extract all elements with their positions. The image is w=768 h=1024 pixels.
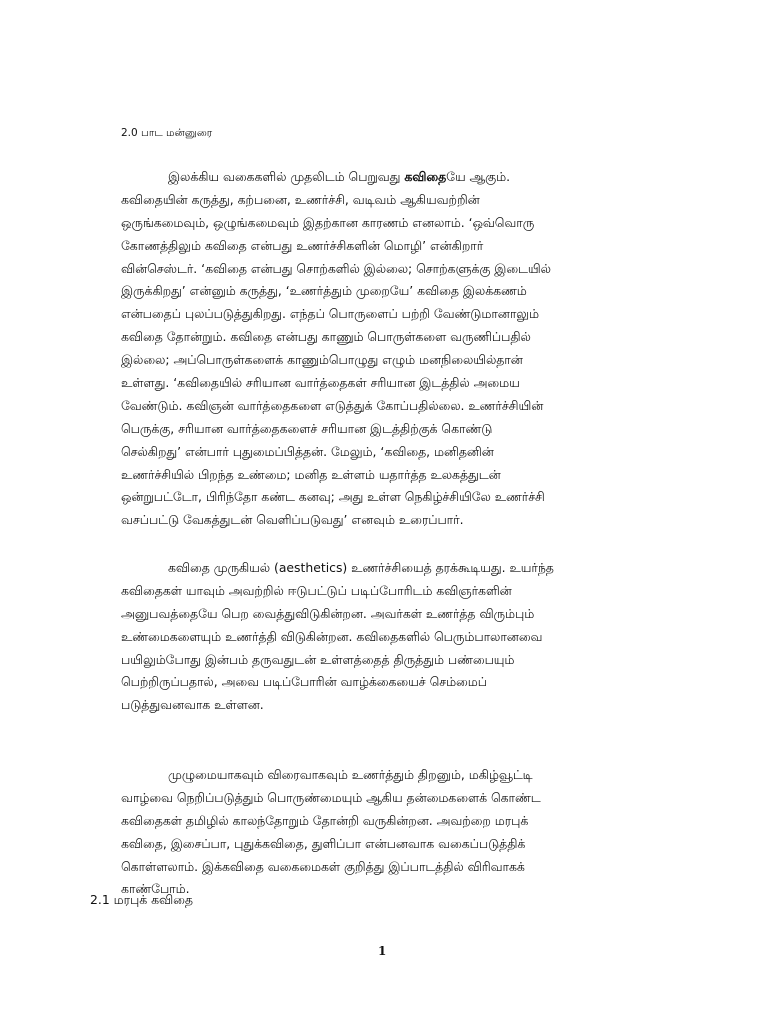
paragraph-line: [121, 166, 661, 189]
paragraph-line: என்பதைப் புலப்படுத்துகிறது. எந்தப் பொருளைப் பற்றி வேண்டுமானாலும்: [121, 306, 540, 322]
paragraph-aesthetics: [121, 557, 661, 717]
paragraph-line: இல்லை; அப்பொருள்களைக் காணும்பொழுது எழும் மனநிலையில்தான்: [121, 352, 523, 368]
section-heading: 2.1 மரபுக் கவிதை: [90, 892, 193, 907]
paragraph-line: வசப்பட்டு வேகத்துடன் வெளிப்படுவது’ எனவும் உரைப்பார்.: [121, 512, 464, 528]
paragraph-line: கவிதை, இசைப்பா, புதுக்கவிதை, துளிப்பா என்பனவாக வகைப்படுத்திக்: [121, 835, 526, 851]
page-number: 1: [378, 944, 387, 958]
paragraph-line: உண்மைகளையும் உணர்த்தி விடுகின்றன. கவிதைகளில் பெரும்பாலானவை: [121, 628, 543, 644]
paragraph-line: இருக்கிறது’ என்னும் கருத்து, ‘உணர்த்தும் முறையே’ கவிதை இலக்கணம்: [121, 283, 527, 299]
paragraph-line: பெற்றிருப்பதால், அவை படிப்போரின் வாழ்க்கையைச் செம்மைப்: [121, 674, 487, 690]
paragraph-line: கவிதைகள் யாவும் அவற்றில் ஈடுபட்டுப் படிப்போரிடம் கவிஞர்களின்: [121, 582, 512, 598]
text-run: இலக்கிய வகைகளில் முதலிடம் பெறுவது: [168, 169, 405, 184]
paragraph-line: கவிதையின் கருத்து, கற்பனை, உணர்ச்சி, வடிவம் ஆகியவற்றின்: [121, 191, 480, 207]
paragraph-summary: [121, 764, 661, 901]
paragraph-intro: [121, 166, 661, 532]
paragraph-line: முழுமையாகவும் விரைவாகவும் உணர்த்தும் திறனும், மகிழ்வூட்டி: [168, 767, 533, 782]
paragraph-line: உள்ளது. ‘கவிதையில் சரியான வார்த்தைகள் சரியான இடத்தில் அமைய: [121, 375, 520, 391]
paragraph-line: வேண்டும். கவிஞன் வார்த்தைகளை எடுத்துக் கோப்பதில்லை. உணர்ச்சியின்: [121, 397, 544, 413]
paragraph-line: பயிலும்போது இன்பம் தருவதுடன் உள்ளத்தைத் திருத்தும் பண்பையும்: [121, 651, 515, 667]
paragraph-line: வின்செஸ்டர். ‘கவிதை என்பது சொற்களில் இல்லை; சொற்களுக்கு இடையில்: [121, 260, 551, 276]
paragraph-line: கவிதைகள் தமிழில் காலந்தோறும் தோன்றி வருகின்றன. அவற்றை மரபுக்: [121, 812, 529, 828]
paragraph-line: பெருக்கு, சரியான வார்த்தைகளைச் சரியான இடத்திற்குக் கொண்டு: [121, 420, 493, 436]
chapter-title: 2.0 பாட மன்னுரை: [121, 127, 213, 139]
paragraph-line: அனுபவத்தையே பெற வைத்துவிடுகின்றன. அவர்கள் உணர்த்த விரும்பும்: [121, 605, 535, 621]
text-run: யே ஆகும்.: [446, 169, 511, 184]
paragraph-line: கவிதை தோன்றும். கவிதை என்பது காணும் பொருள்களை வருணிப்பதில்: [121, 329, 531, 345]
paragraph-line: வாழ்வை நெறிப்படுத்தும் பொருண்மையும் ஆகிய தன்மைகளைக் கொண்ட: [121, 789, 541, 805]
paragraph-line: காண்போம்.: [121, 881, 190, 897]
paragraph-line: கோணத்திலும் கவிதை என்பது உணர்ச்சிகளின் மொழி’ என்கிறார்: [121, 237, 484, 253]
paragraph-line: ஒன்றுபட்டோ, பிரிந்தோ கண்ட கனவு; அது உள்ள நெகிழ்ச்சியிலே உணர்ச்சி: [121, 489, 545, 505]
paragraph-line: கவிதை முருகியல் (aesthetics) உணர்ச்சியைத் தரக்கூடியது. உயர்ந்த: [168, 560, 554, 575]
paragraph-line: கொள்ளலாம். இக்கவிதை வகைமைகள் குறித்து இப்பாடத்தில் விரிவாகக்: [121, 858, 525, 874]
bold-term: கவிதை: [404, 169, 447, 184]
paragraph-line: உணர்ச்சியில் பிறந்த உண்மை; மனித உள்ளம் யதார்த்த உலகத்துடன்: [121, 466, 501, 482]
paragraph-line: படுத்துவனவாக உள்ளன.: [121, 697, 264, 713]
paragraph-line: ஒருங்கமைவும், ஒழுங்கமைவும் இதற்கான காரணம் எனலாம். ‘ஒவ்வொரு: [121, 214, 535, 230]
paragraph-line: செல்கிறது’ என்பார் புதுமைப்பித்தன். மேலும், ‘கவிதை, மனிதனின்: [121, 443, 494, 459]
